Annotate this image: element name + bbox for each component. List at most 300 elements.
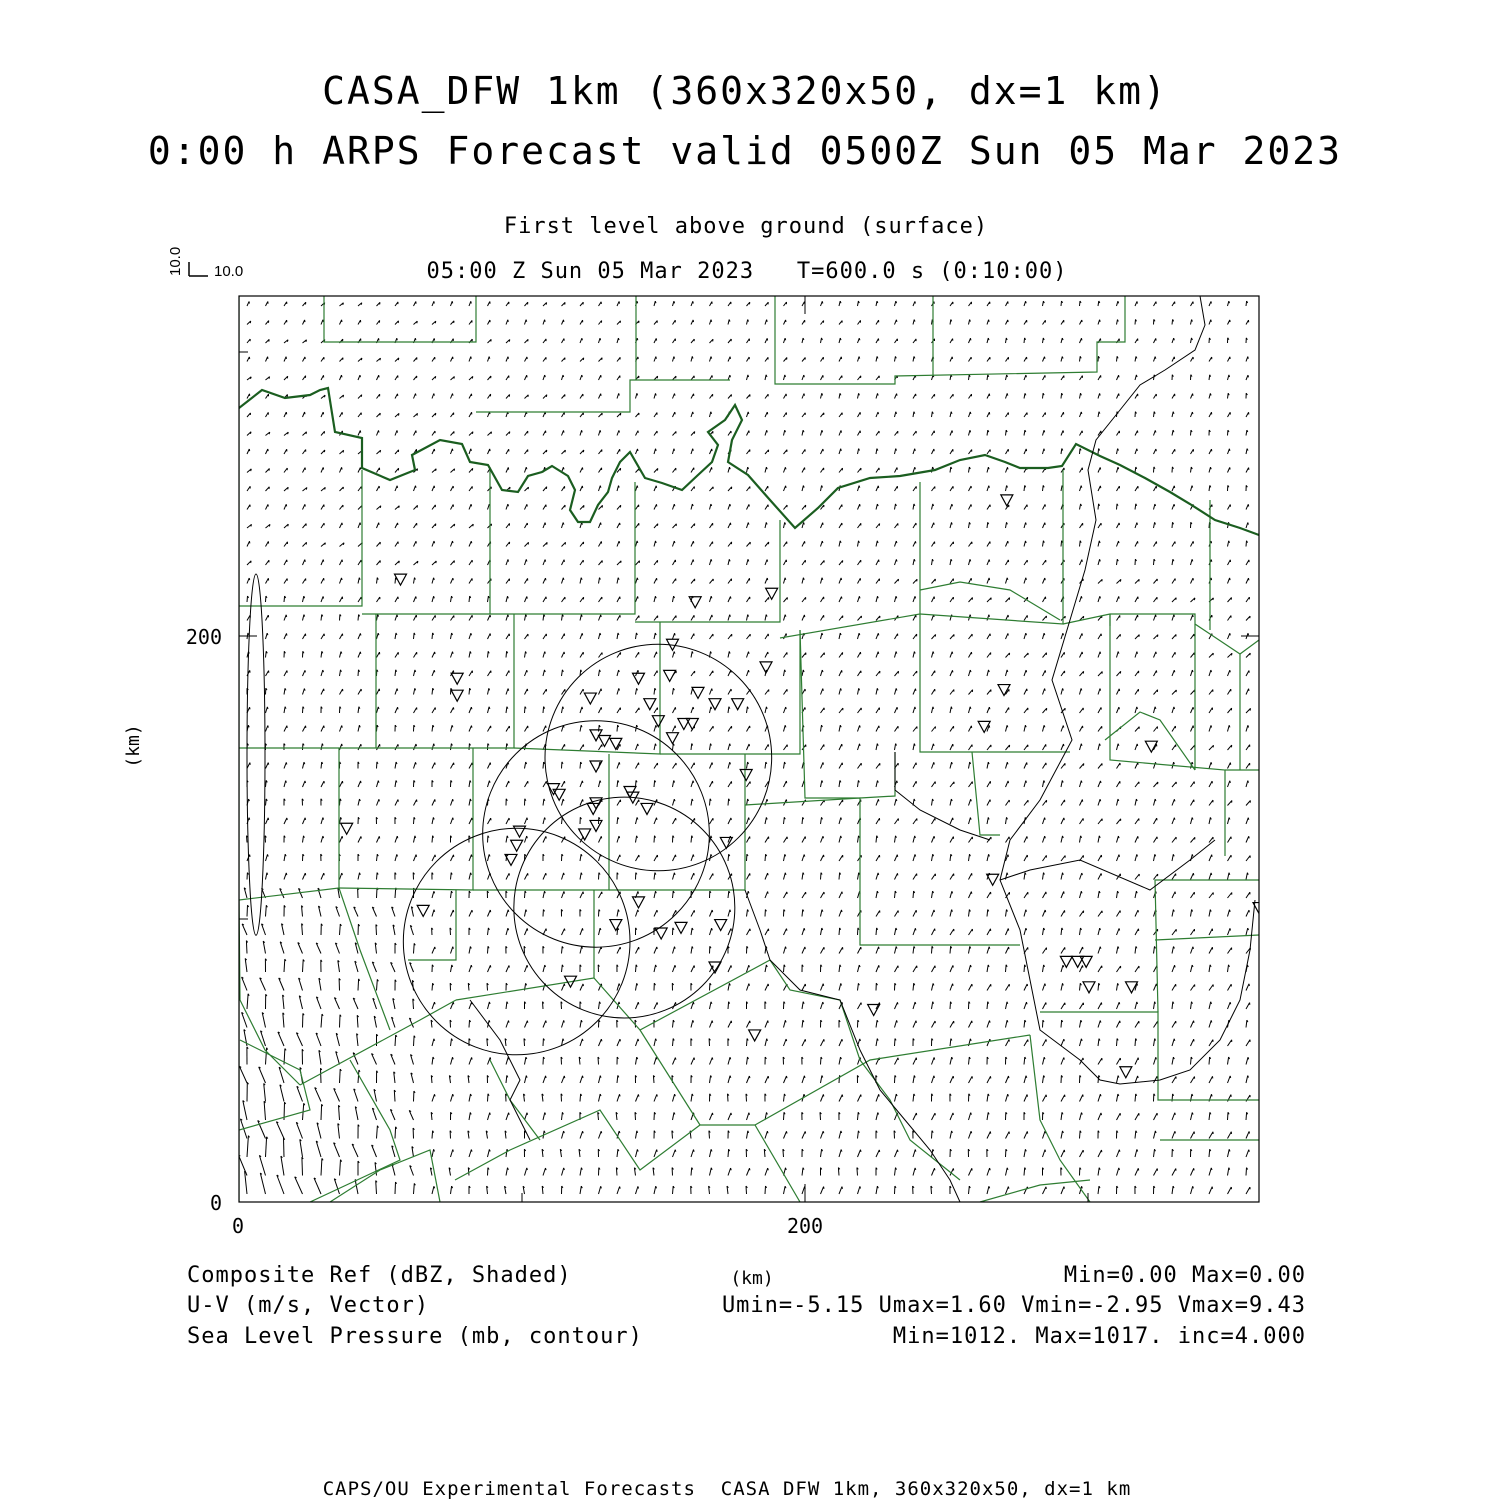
wind-vector (284, 688, 285, 694)
wind-vector (950, 891, 952, 898)
wind-vector (747, 929, 751, 935)
wind-vector (1080, 652, 1083, 658)
wind-vector (376, 925, 377, 936)
wind-vector (469, 560, 472, 565)
wind-vector (580, 725, 581, 731)
wind-vector-head (305, 818, 306, 820)
wind-vector (562, 891, 564, 898)
wind-vector-head (304, 762, 305, 764)
wind-vector (1228, 965, 1229, 972)
wind-vector (358, 979, 359, 991)
wind-vector (987, 707, 989, 713)
wind-vector-head (527, 836, 528, 838)
wind-vector-head (896, 652, 897, 654)
wind-vector-head (249, 799, 250, 801)
wind-vector-head (267, 707, 268, 709)
wind-vector (784, 762, 785, 769)
wind-vector-head (638, 744, 639, 746)
wind-vector (821, 984, 824, 991)
wind-vector (543, 670, 545, 676)
wind-vector-head (545, 320, 546, 322)
wind-vector (297, 1086, 303, 1101)
wind-vector (469, 1057, 472, 1064)
wind-vector (414, 597, 416, 603)
wind-vector-head (1026, 375, 1027, 377)
wind-vector (932, 707, 933, 713)
wind-vector (969, 873, 972, 879)
wind-vector (636, 855, 639, 861)
wind-vector (969, 799, 971, 805)
wind-vector-head (675, 965, 676, 967)
wind-vector (1006, 947, 1009, 954)
wind-vector (802, 670, 803, 676)
wind-vector (802, 892, 806, 898)
wind-vector (876, 726, 879, 732)
wind-vector (1043, 1095, 1047, 1102)
wind-vector (1006, 781, 1009, 787)
wind-vector (1209, 855, 1212, 861)
wind-vector (299, 996, 302, 1009)
wind-vector-head (545, 523, 546, 525)
wind-vector (1080, 1020, 1081, 1027)
wind-vector (821, 928, 822, 935)
wind-vector (932, 1021, 936, 1028)
wind-vector (728, 1076, 730, 1083)
wind-vector (562, 707, 563, 713)
wind-vector (728, 965, 731, 972)
wind-vector-head (693, 781, 694, 783)
wind-vector-head (748, 320, 749, 322)
wind-vector (340, 578, 342, 584)
wind-vector (969, 854, 970, 861)
wind-vector-head (841, 983, 842, 985)
wind-vector (1006, 817, 1007, 824)
wind-vector (432, 1094, 435, 1101)
wind-vector (1024, 615, 1027, 620)
wind-vector (1209, 725, 1211, 731)
wind-vector-head (1137, 449, 1138, 451)
wind-vector (765, 1021, 768, 1028)
wind-vector (1006, 1094, 1008, 1101)
wind-vector (839, 1075, 840, 1083)
wind-vector (303, 615, 304, 621)
wind-vector (336, 907, 340, 917)
wind-vector (562, 799, 564, 806)
wind-vector-head (527, 597, 528, 599)
wind-vector-head (399, 413, 400, 415)
wind-vector (765, 597, 769, 602)
wind-vector-head (989, 725, 990, 727)
wind-vector-head (970, 818, 971, 820)
wind-vector-head (1174, 1039, 1175, 1041)
wind-vector (580, 1076, 583, 1083)
wind-vector-head (1082, 1113, 1083, 1115)
wind-vector (358, 652, 360, 658)
wind-vector-head (748, 523, 749, 525)
wind-vector (691, 1094, 692, 1102)
wind-vector (377, 781, 379, 787)
wind-vector (395, 633, 396, 639)
wind-vector (710, 874, 713, 880)
wind-vector (1172, 670, 1174, 676)
wind-vector (280, 889, 284, 899)
wind-vector (599, 670, 600, 676)
wind-vector (336, 1052, 340, 1065)
wind-vector (913, 634, 917, 639)
wind-vector-head (490, 1057, 491, 1059)
wind-vector (1154, 597, 1158, 602)
wind-vector (691, 781, 693, 787)
wind-vector (432, 1057, 433, 1065)
wind-vector-head (656, 393, 657, 395)
wind-vector (506, 671, 509, 677)
wind-vector (1080, 800, 1083, 806)
wind-vector (562, 670, 563, 676)
wind-vector (1228, 725, 1230, 731)
wind-vector-head (1138, 1076, 1139, 1078)
wind-vector (299, 978, 303, 991)
wind-vector-head (1100, 928, 1101, 930)
wind-vector (1024, 763, 1027, 769)
wind-vector (525, 836, 527, 843)
wind-vector-head (1192, 412, 1193, 414)
wind-vector-head (582, 633, 583, 635)
wind-vector-head (1081, 744, 1082, 746)
wind-vector-head (343, 543, 344, 545)
wind-vector (451, 799, 453, 805)
wind-vector-head (1248, 633, 1249, 635)
wind-vector (617, 1075, 618, 1083)
wind-vector-head (859, 596, 860, 598)
wind-vector-head (712, 1058, 713, 1060)
wind-vector (1154, 1113, 1158, 1120)
wind-vector-head (1118, 467, 1119, 469)
wind-vector (1209, 781, 1212, 787)
wind-vector (354, 1089, 358, 1102)
wind-vector (969, 946, 970, 953)
wind-vector-head (971, 799, 972, 801)
wind-vector-head (563, 375, 564, 377)
wind-vector (987, 817, 988, 824)
wind-vector (969, 670, 971, 676)
wind-vector (525, 726, 528, 732)
wind-vector-head (1192, 486, 1193, 488)
wind-vector (1172, 745, 1176, 750)
wind-vector-head (785, 467, 786, 469)
wind-vector (377, 652, 380, 657)
wind-vector (617, 800, 621, 806)
wind-vector (784, 597, 788, 602)
wind-vector (303, 960, 304, 973)
wind-vector (321, 1068, 322, 1083)
wind-vector (636, 1002, 639, 1009)
wind-vector-head (822, 910, 823, 912)
wind-vector-head (1120, 579, 1121, 581)
wind-vector-head (250, 855, 251, 857)
wind-vector (432, 670, 434, 676)
wind-vector-head (1194, 598, 1195, 600)
wind-vector-head (712, 910, 713, 912)
wind-vector-head (434, 541, 435, 543)
wind-vector (355, 961, 358, 972)
wind-vector (784, 817, 785, 824)
wind-vector (728, 726, 732, 731)
wind-vector (1209, 745, 1214, 750)
wind-vector-head (1063, 688, 1064, 690)
wind-vector (895, 1094, 897, 1102)
wind-vector (691, 946, 692, 953)
wind-vector-head (1062, 338, 1063, 340)
wind-vector (1098, 1113, 1101, 1120)
wind-vector (562, 1112, 563, 1120)
wind-vector (802, 1076, 804, 1083)
wind-vector (821, 781, 822, 788)
wind-vector (525, 1057, 526, 1064)
wind-vector (1191, 873, 1194, 879)
wind-vector-head (1008, 1094, 1009, 1096)
wind-vector (377, 633, 379, 639)
wind-vector-head (729, 320, 730, 322)
wind-vector (283, 1013, 284, 1028)
wind-vector (1172, 965, 1175, 972)
wind-vector (654, 1039, 656, 1046)
wind-vector (357, 1034, 358, 1046)
wind-vector-head (1156, 615, 1157, 617)
wind-vector (1117, 966, 1121, 972)
wind-vector (264, 1101, 265, 1120)
wind-vector (1246, 856, 1250, 861)
wind-vector-head (600, 633, 601, 635)
wind-vector (1228, 598, 1232, 603)
wind-vector (969, 965, 971, 972)
wind-vector (284, 726, 287, 732)
wind-vector (839, 1039, 842, 1046)
wind-vector (525, 707, 526, 713)
wind-vector (1209, 1057, 1210, 1065)
wind-vector (599, 781, 601, 787)
wind-vector-head (1119, 855, 1120, 857)
wind-vector-head (877, 541, 878, 543)
wind-vector (617, 523, 620, 528)
wind-vector (950, 965, 953, 972)
wind-vector (1209, 1076, 1213, 1083)
wind-vector-head (546, 1076, 547, 1078)
wind-vector-head (1100, 652, 1101, 654)
wind-vector (969, 818, 971, 825)
wind-vector (321, 651, 322, 657)
wind-vector (303, 670, 306, 676)
wind-vector-head (582, 1039, 583, 1041)
wind-vector (377, 873, 378, 880)
wind-vector-head (1026, 541, 1027, 543)
wind-vector (543, 891, 545, 898)
wind-vector (710, 799, 711, 806)
wind-vector (1006, 910, 1007, 917)
wind-vector (895, 523, 898, 528)
wind-vector-head (674, 301, 675, 303)
wind-vector (266, 651, 267, 657)
wind-vector-head (1007, 762, 1008, 764)
wind-vector (710, 596, 712, 602)
wind-vector-head (785, 1020, 786, 1022)
wind-vector (932, 1057, 935, 1064)
wind-vector (266, 763, 269, 769)
wind-vector (1191, 1057, 1192, 1065)
wind-vector (506, 651, 507, 657)
wind-vector (395, 854, 397, 861)
wind-vector (876, 652, 878, 658)
wind-vector (636, 947, 639, 953)
wind-vector-head (268, 854, 269, 856)
wind-vector (821, 745, 824, 751)
wind-vector (969, 1057, 970, 1065)
wind-vector (266, 615, 269, 620)
wind-vector-head (637, 301, 638, 303)
wind-vector (932, 597, 935, 602)
wind-vector (839, 744, 842, 750)
wind-vector-head (823, 1002, 824, 1004)
wind-vector (1098, 763, 1102, 768)
wind-vector (1228, 818, 1230, 825)
wind-vector (710, 763, 713, 769)
wind-vector (599, 725, 600, 731)
wind-vector (765, 929, 769, 935)
wind-vector-head (804, 394, 805, 396)
wind-vector-head (564, 430, 565, 432)
wind-vector-head (342, 578, 343, 580)
wind-vector (821, 855, 824, 861)
wind-vector (821, 670, 823, 676)
wind-vector-head (1137, 707, 1138, 709)
wind-vector-head (934, 762, 935, 764)
wind-vector (673, 1039, 674, 1047)
wind-vector-head (380, 506, 381, 508)
wind-vector-head (286, 504, 287, 506)
wind-vector (932, 910, 935, 917)
wind-vector (932, 966, 936, 972)
wind-vector-head (1100, 393, 1101, 395)
wind-vector-head (323, 596, 324, 598)
wind-vector (488, 1094, 489, 1102)
wind-vector (950, 854, 951, 861)
wind-vector (1098, 652, 1100, 658)
wind-vector-head (509, 340, 510, 342)
wind-vector-head (749, 652, 750, 654)
wind-vector (950, 597, 953, 602)
wind-vector-head (1118, 301, 1119, 303)
wind-vector (303, 818, 306, 824)
wind-vector-head (1211, 578, 1212, 580)
wind-vector (1172, 1039, 1174, 1046)
wind-vector-head (582, 375, 583, 377)
wind-vector-head (305, 781, 306, 783)
wind-vector (1154, 799, 1156, 806)
wind-vector (802, 653, 806, 658)
wind-vector-head (1248, 357, 1249, 359)
wind-vector (858, 725, 860, 731)
wind-vector (950, 652, 952, 658)
wind-vector (895, 707, 898, 713)
wind-vector (784, 1039, 787, 1046)
wind-vector (354, 907, 358, 917)
wind-vector-head (378, 707, 379, 709)
wind-vector (1061, 965, 1063, 972)
wind-vector (543, 799, 544, 806)
wind-vector (1024, 873, 1025, 880)
wind-vector (469, 780, 470, 787)
wind-vector-head (417, 561, 418, 563)
wind-vector (691, 651, 692, 657)
wind-vector (1135, 671, 1139, 676)
wind-vector (1154, 690, 1158, 695)
wind-vector-head (471, 301, 472, 303)
wind-vector (506, 707, 507, 713)
wind-vector (673, 616, 677, 621)
wind-vector (747, 726, 750, 732)
wind-vector (691, 634, 694, 639)
wind-vector-head (749, 1113, 750, 1115)
wind-vector (1024, 965, 1025, 972)
wind-vector (1228, 633, 1230, 639)
wind-vector (377, 836, 380, 842)
wind-vector-head (1026, 523, 1027, 525)
wind-vector-head (712, 928, 713, 930)
wind-vector (765, 837, 769, 843)
wind-vector (266, 818, 269, 824)
wind-vector-head (564, 873, 565, 875)
wind-vector (390, 1109, 395, 1120)
wind-vector (488, 1002, 490, 1009)
wind-vector-head (1248, 725, 1249, 727)
wind-vector-head (952, 891, 953, 893)
wind-vector-head (693, 412, 694, 414)
wind-vector-head (693, 560, 694, 562)
wind-vector-head (397, 430, 398, 432)
wind-vector (1246, 616, 1250, 620)
wind-vector (987, 1039, 990, 1046)
wind-vector (969, 522, 970, 528)
wind-vector (932, 744, 934, 750)
wind-vector-head (803, 486, 804, 488)
wind-vector (1135, 652, 1137, 658)
wind-vector (1043, 597, 1046, 602)
wind-vector (654, 763, 658, 769)
wind-vector-head (287, 340, 288, 342)
wind-vector-head (563, 578, 564, 580)
wind-vector (377, 979, 378, 990)
wind-vector (599, 745, 602, 751)
wind-vector-head (970, 412, 971, 414)
wind-vector-head (545, 670, 546, 672)
wind-vector (488, 634, 491, 640)
wind-vector (316, 1033, 321, 1046)
wind-vector (336, 1033, 339, 1046)
wind-vector (373, 998, 377, 1009)
wind-vector-head (748, 412, 749, 414)
wind-vector (562, 929, 565, 935)
wind-vector (987, 947, 989, 954)
wind-vector (728, 910, 730, 917)
wind-vector-head (1044, 725, 1045, 727)
wind-vector (932, 946, 933, 953)
wind-vector (1061, 744, 1064, 750)
wind-vector (1172, 782, 1176, 787)
wind-vector-head (989, 707, 990, 709)
wind-vector (1043, 855, 1047, 861)
wind-vector (1191, 653, 1195, 658)
wind-vector-head (1136, 375, 1137, 377)
wind-vector (876, 911, 880, 917)
